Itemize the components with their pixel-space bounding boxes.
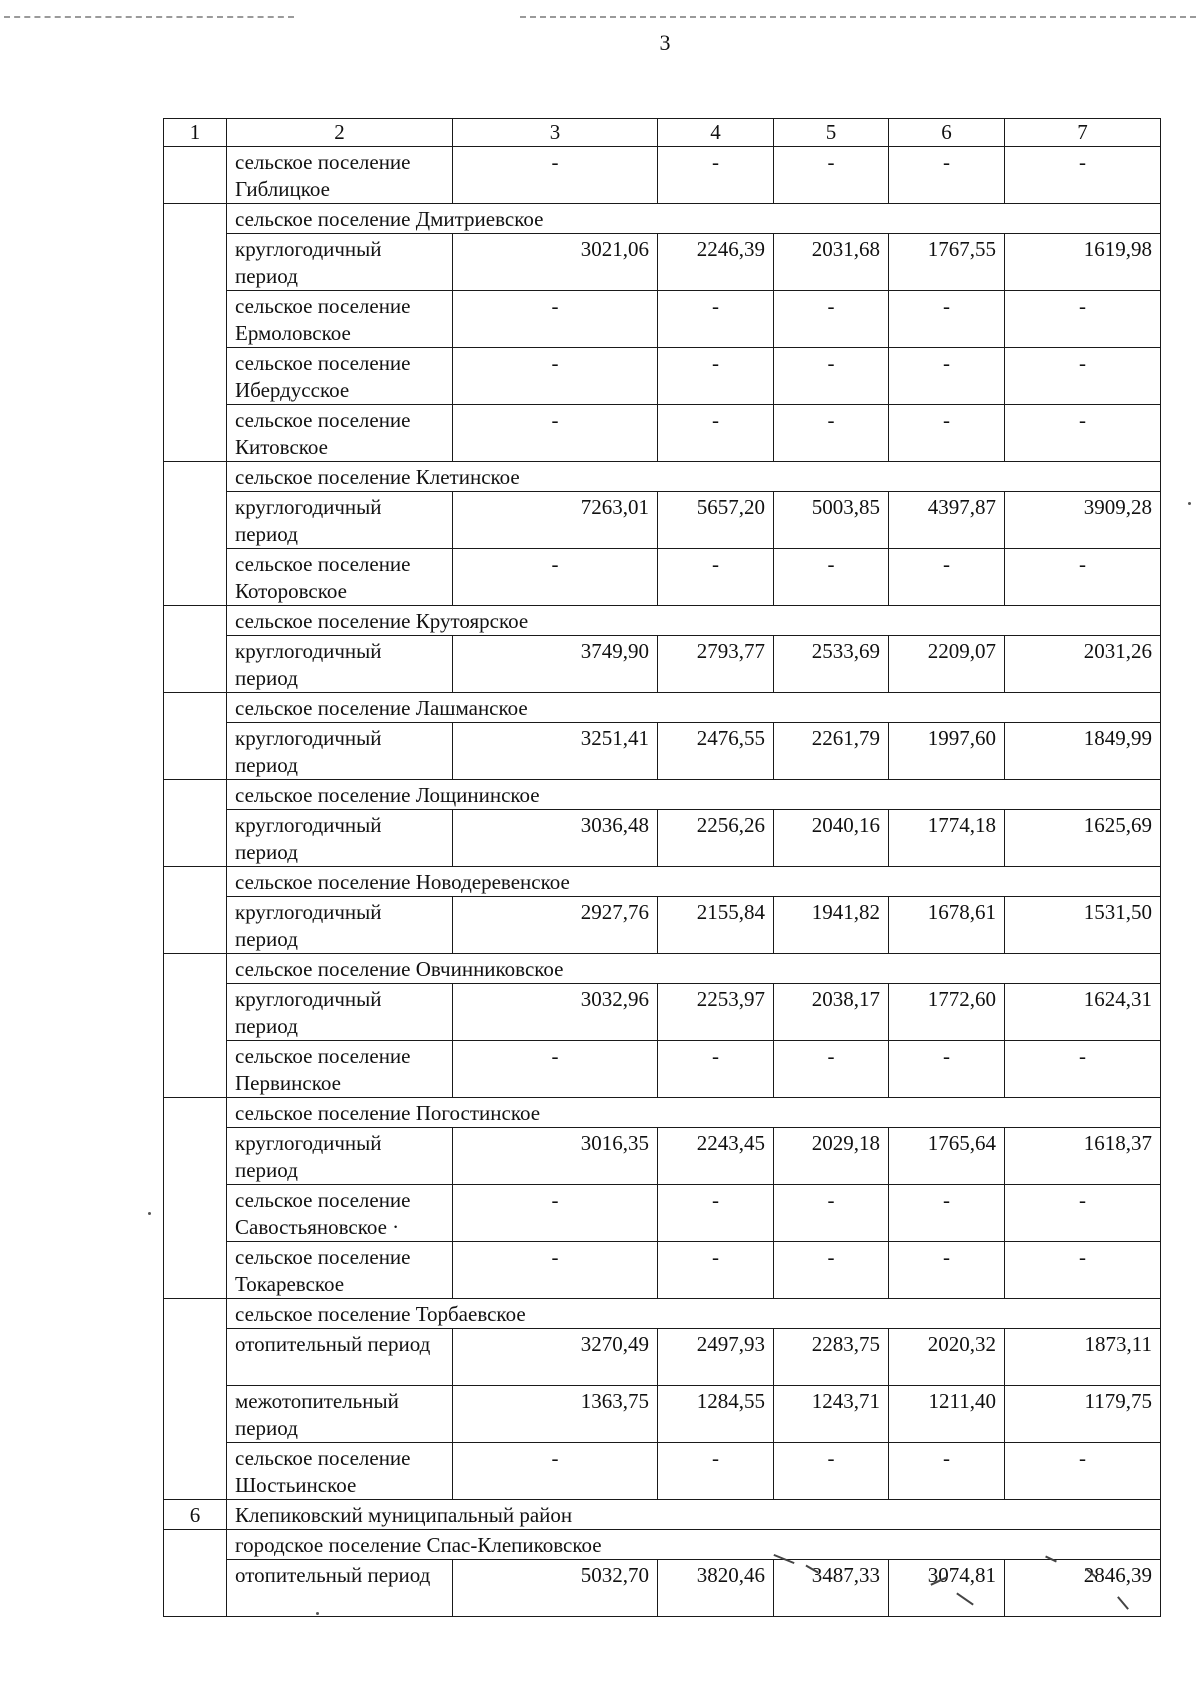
value-cell: -: [1005, 1041, 1161, 1098]
value-cell: 1531,50: [1005, 897, 1161, 954]
row-number-cell: [164, 867, 227, 954]
column-header: 2: [227, 119, 453, 147]
value-cell: 2476,55: [658, 723, 774, 780]
value-cell: -: [658, 1041, 774, 1098]
value-cell: -: [774, 348, 889, 405]
table-group-row: [164, 204, 1161, 234]
row-number-cell: [164, 693, 227, 780]
value-cell: 5003,85: [774, 492, 889, 549]
value-cell: 2793,77: [658, 636, 774, 693]
value-cell: 3251,41: [453, 723, 658, 780]
table-row: [164, 1242, 1161, 1299]
value-cell: -: [453, 549, 658, 606]
name-cell: круглогодичный период: [227, 234, 453, 291]
table-row: [164, 1560, 1161, 1617]
row-number-cell: [164, 1098, 227, 1299]
value-cell: 2246,39: [658, 234, 774, 291]
value-cell: 2020,32: [889, 1329, 1005, 1386]
value-cell: 1284,55: [658, 1386, 774, 1443]
table-row: [164, 405, 1161, 462]
name-cell: круглогодичный период: [227, 897, 453, 954]
value-cell: -: [1005, 1185, 1161, 1242]
value-cell: -: [889, 1443, 1005, 1500]
scan-speck: [316, 1612, 319, 1615]
value-cell: 2533,69: [774, 636, 889, 693]
value-cell: 2029,18: [774, 1128, 889, 1185]
row-number-cell: [164, 1299, 227, 1500]
table-group-row: [164, 1098, 1161, 1128]
row-number-cell: [164, 147, 227, 204]
name-cell: сельское поселение Первинское: [227, 1041, 453, 1098]
row-number-cell: [164, 954, 227, 1098]
value-cell: -: [1005, 1443, 1161, 1500]
name-cell: сельское поселение Ибердусское: [227, 348, 453, 405]
value-cell: -: [889, 549, 1005, 606]
value-cell: -: [658, 348, 774, 405]
value-cell: 4397,87: [889, 492, 1005, 549]
value-cell: 3021,06: [453, 234, 658, 291]
value-cell: -: [1005, 405, 1161, 462]
value-cell: -: [774, 291, 889, 348]
table-group-row: [164, 1299, 1161, 1329]
value-cell: -: [453, 1242, 658, 1299]
value-cell: -: [774, 1185, 889, 1242]
scan-speck: [148, 1212, 151, 1215]
name-cell: круглогодичный период: [227, 636, 453, 693]
column-header: 5: [774, 119, 889, 147]
value-cell: -: [774, 147, 889, 204]
table-row: [164, 1386, 1161, 1443]
value-cell: -: [453, 1185, 658, 1242]
value-cell: 1765,64: [889, 1128, 1005, 1185]
value-cell: -: [658, 1242, 774, 1299]
name-cell: круглогодичный период: [227, 723, 453, 780]
value-cell: 3820,46: [658, 1560, 774, 1617]
name-cell: сельское поселение Савостьяновское ·: [227, 1185, 453, 1242]
value-cell: 2256,26: [658, 810, 774, 867]
value-cell: 1774,18: [889, 810, 1005, 867]
value-cell: -: [889, 1041, 1005, 1098]
value-cell: 1211,40: [889, 1386, 1005, 1443]
value-cell: 2155,84: [658, 897, 774, 954]
value-cell: -: [453, 348, 658, 405]
table-header-row: [164, 119, 1161, 147]
name-cell: сельское поселение Которовское: [227, 549, 453, 606]
table-group-row: [164, 780, 1161, 810]
value-cell: 2031,26: [1005, 636, 1161, 693]
value-cell: -: [889, 348, 1005, 405]
value-cell: -: [1005, 549, 1161, 606]
name-cell: круглогодичный период: [227, 810, 453, 867]
table-row: [164, 147, 1161, 204]
group-title-cell: сельское поселение Клетинское: [227, 462, 1161, 492]
value-cell: 2846,39: [1005, 1560, 1161, 1617]
group-title-cell: Клепиковский муниципальный район: [227, 1500, 1161, 1530]
name-cell: сельское поселение Китовское: [227, 405, 453, 462]
group-title-cell: сельское поселение Новодеревенское: [227, 867, 1161, 897]
group-title-cell: сельское поселение Лощининское: [227, 780, 1161, 810]
value-cell: 5032,70: [453, 1560, 658, 1617]
group-title-cell: сельское поселение Лашманское: [227, 693, 1161, 723]
value-cell: 1997,60: [889, 723, 1005, 780]
table-row: [164, 1128, 1161, 1185]
table-group-row: [164, 606, 1161, 636]
page-number: 3: [659, 30, 671, 55]
value-cell: 2040,16: [774, 810, 889, 867]
value-cell: -: [1005, 147, 1161, 204]
name-cell: сельское поселение Токаревское: [227, 1242, 453, 1299]
name-cell: сельское поселение Шостьинское: [227, 1443, 453, 1500]
table-row: [164, 1443, 1161, 1500]
column-header: 6: [889, 119, 1005, 147]
value-cell: 3032,96: [453, 984, 658, 1041]
table-row: [164, 1329, 1161, 1386]
value-cell: -: [774, 1041, 889, 1098]
value-cell: -: [1005, 291, 1161, 348]
table-group-row: [164, 693, 1161, 723]
value-cell: -: [889, 147, 1005, 204]
scan-border-right: [520, 16, 1196, 18]
value-cell: -: [658, 291, 774, 348]
table-row: [164, 291, 1161, 348]
column-header: 1: [164, 119, 227, 147]
tariff-table: [163, 118, 1161, 1617]
value-cell: 1941,82: [774, 897, 889, 954]
value-cell: -: [658, 405, 774, 462]
value-cell: -: [453, 405, 658, 462]
group-title-cell: сельское поселение Погостинское: [227, 1098, 1161, 1128]
value-cell: 1363,75: [453, 1386, 658, 1443]
value-cell: 3016,35: [453, 1128, 658, 1185]
table-row: [164, 810, 1161, 867]
scan-border-left: [4, 16, 294, 18]
value-cell: -: [453, 1443, 658, 1500]
name-cell: сельское поселение Гиблицкое: [227, 147, 453, 204]
value-cell: -: [658, 1185, 774, 1242]
column-header: 7: [1005, 119, 1161, 147]
value-cell: 2038,17: [774, 984, 889, 1041]
value-cell: 1625,69: [1005, 810, 1161, 867]
value-cell: 2261,79: [774, 723, 889, 780]
name-cell: отопительный период: [227, 1329, 453, 1386]
value-cell: 1873,11: [1005, 1329, 1161, 1386]
table-row: [164, 984, 1161, 1041]
group-title-cell: сельское поселение Дмитриевское: [227, 204, 1161, 234]
value-cell: 3074,81: [889, 1560, 1005, 1617]
value-cell: 1618,37: [1005, 1128, 1161, 1185]
name-cell: сельское поселение Ермоловское: [227, 291, 453, 348]
value-cell: 2927,76: [453, 897, 658, 954]
value-cell: 1678,61: [889, 897, 1005, 954]
table-row: [164, 1041, 1161, 1098]
value-cell: 1243,71: [774, 1386, 889, 1443]
value-cell: 5657,20: [658, 492, 774, 549]
value-cell: 2031,68: [774, 234, 889, 291]
table-group-row: [164, 1500, 1161, 1530]
value-cell: 3487,33: [774, 1560, 889, 1617]
table-row: [164, 348, 1161, 405]
value-cell: 3270,49: [453, 1329, 658, 1386]
value-cell: -: [889, 405, 1005, 462]
value-cell: -: [889, 291, 1005, 348]
row-number-cell: [164, 1530, 227, 1617]
table-row: [164, 1185, 1161, 1242]
table-group-row: [164, 462, 1161, 492]
value-cell: -: [774, 549, 889, 606]
group-title-cell: сельское поселение Овчинниковское: [227, 954, 1161, 984]
column-header: 4: [658, 119, 774, 147]
value-cell: -: [1005, 348, 1161, 405]
scan-speck: [1188, 502, 1191, 505]
value-cell: 1772,60: [889, 984, 1005, 1041]
value-cell: -: [658, 147, 774, 204]
row-number-cell: 6: [164, 1500, 227, 1530]
value-cell: 1624,31: [1005, 984, 1161, 1041]
value-cell: 1619,98: [1005, 234, 1161, 291]
value-cell: 2209,07: [889, 636, 1005, 693]
value-cell: -: [453, 147, 658, 204]
table-row: [164, 549, 1161, 606]
value-cell: -: [889, 1242, 1005, 1299]
value-cell: -: [889, 1185, 1005, 1242]
table-row: [164, 897, 1161, 954]
name-cell: отопительный период: [227, 1560, 453, 1617]
row-number-cell: [164, 606, 227, 693]
value-cell: -: [774, 1242, 889, 1299]
value-cell: 2497,93: [658, 1329, 774, 1386]
name-cell: круглогодичный период: [227, 1128, 453, 1185]
table-body: [164, 119, 1161, 1617]
table-row: [164, 492, 1161, 549]
value-cell: 3749,90: [453, 636, 658, 693]
value-cell: 3036,48: [453, 810, 658, 867]
value-cell: 2283,75: [774, 1329, 889, 1386]
group-title-cell: сельское поселение Крутоярское: [227, 606, 1161, 636]
value-cell: -: [774, 1443, 889, 1500]
value-cell: 7263,01: [453, 492, 658, 549]
value-cell: 1767,55: [889, 234, 1005, 291]
value-cell: -: [453, 1041, 658, 1098]
name-cell: круглогодичный период: [227, 492, 453, 549]
group-title-cell: городское поселение Спас-Клепиковское: [227, 1530, 1161, 1560]
value-cell: 2243,45: [658, 1128, 774, 1185]
value-cell: 3909,28: [1005, 492, 1161, 549]
value-cell: -: [658, 1443, 774, 1500]
table-group-row: [164, 867, 1161, 897]
table-row: [164, 723, 1161, 780]
name-cell: межотопительный период: [227, 1386, 453, 1443]
row-number-cell: [164, 780, 227, 867]
name-cell: круглогодичный период: [227, 984, 453, 1041]
table-row: [164, 234, 1161, 291]
value-cell: 2253,97: [658, 984, 774, 1041]
column-header: 3: [453, 119, 658, 147]
value-cell: 1179,75: [1005, 1386, 1161, 1443]
row-number-cell: [164, 204, 227, 462]
table-row: [164, 636, 1161, 693]
value-cell: -: [453, 291, 658, 348]
table-group-row: [164, 1530, 1161, 1560]
value-cell: -: [1005, 1242, 1161, 1299]
row-number-cell: [164, 462, 227, 606]
value-cell: 1849,99: [1005, 723, 1161, 780]
group-title-cell: сельское поселение Торбаевское: [227, 1299, 1161, 1329]
value-cell: -: [774, 405, 889, 462]
table-group-row: [164, 954, 1161, 984]
value-cell: -: [658, 549, 774, 606]
